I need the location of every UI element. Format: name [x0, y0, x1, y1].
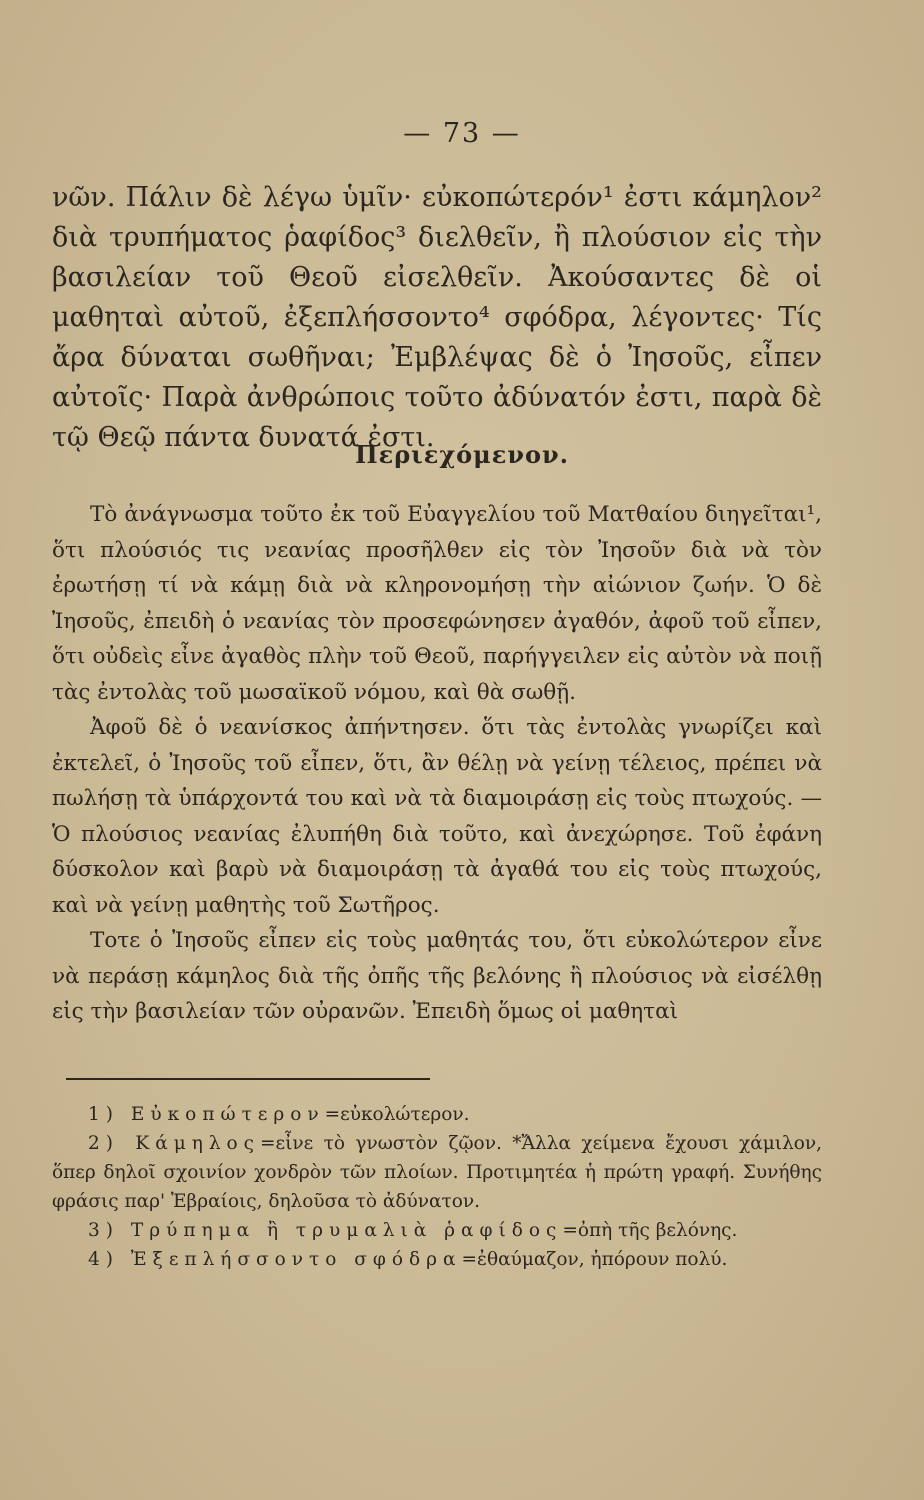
summary-text: [52, 497, 822, 1030]
footnote-1-term: 1) Εὐκοπώτερον: [88, 1104, 325, 1125]
footnote-3: [52, 1216, 822, 1245]
footnote-2: [52, 1129, 822, 1216]
summary-paragraph-2: Ἀφοῦ δὲ ὁ νεανίσκος ἀπήντησεν. ὅτι τὰς ἐντολὰς γνωρίζει καὶ ἐκτελεῖ, ὁ Ἰησοῦς τοῦ εἶπεν, ὅτι, ἂν θέλῃ νὰ γείνῃ τέλειος, πρέπει νὰ πωλήσῃ τὰ ὑπάρχοντά του καὶ νὰ τὰ διαμοιράσῃ εἰς τοὺς πτωχούς. — Ὁ πλούσιος νεανίας ἐλυπήθη διὰ τοῦτο, καὶ ἀνεχώρησε. Τοῦ ἐφάνη δύσκολον καὶ βαρὺ νὰ διαμοιράσῃ τὰ ἀγαθά του εἰς τοὺς πτωχούς, καὶ νὰ γείνῃ μαθητὴς τοῦ Σωτῆρος.: [52, 715, 822, 918]
footnote-1: [52, 1100, 822, 1129]
section-heading: Περιεχόμενον.: [354, 440, 570, 469]
footnotes: [52, 1100, 822, 1274]
footnote-4-term: 4) Ἐξεπλήσσοντο σφόδρα: [88, 1249, 462, 1270]
footnote-4-text: =ἐθαύμαζον, ἠπόρουν πολύ.: [461, 1249, 728, 1270]
summary-paragraph-3: Τοτε ὁ Ἰησοῦς εἶπεν εἰς τοὺς μαθητάς του, ὅτι εὐκολώτερον εἶνε νὰ περάσῃ κάμηλος διὰ τῆς ὀπῆς τῆς βελόνης ἢ πλούσιος νὰ εἰσέλθῃ εἰς τὴν βασιλείαν τῶν οὐρανῶν. Ἐπειδὴ ὅμως οἱ μαθηταὶ: [52, 928, 822, 1024]
footnote-divider: [66, 1078, 430, 1080]
gospel-text: [52, 178, 822, 458]
summary-paragraph-1: Τὸ ἀνάγνωσμα τοῦτο ἐκ τοῦ Εὐαγγελίου τοῦ Ματθαίου διηγεῖται¹, ὅτι πλούσιός τις νεανίας προσῆλθεν εἰς τὸν Ἰησοῦν διὰ νὰ τὸν ἐρωτήσῃ τί νὰ κάμῃ διὰ νὰ κληρονομήσῃ τὴν αἰώνιον ζωήν. Ὁ δὲ Ἰησοῦς, ἐπειδὴ ὁ νεανίας τὸν προσεφώνησεν ἀγαθόν, ἀφοῦ τοῦ εἶπεν, ὅτι οὐδεὶς εἶνε ἀγαθὸς πλὴν τοῦ Θεοῦ, παρήγγειλεν εἰς αὐτὸν νὰ ποιῇ τὰς ἐντολὰς τοῦ μωσαϊκοῦ νόμου, καὶ θὰ σωθῇ.: [52, 502, 822, 705]
footnote-2-text: =εἶνε τὸ γνωστὸν ζῷον. *Ἄλλα χείμενα ἔχουσι χάμιλον, ὅπερ δηλοῖ σχοινίον χονδρὸν τῶν πλοίων. Προτιμητέα ἡ πρώτη γραφή. Συνήθης φράσις παρ' Ἑβραίοις, δηλοῦσα τὸ ἀδύνατον.: [52, 1133, 822, 1212]
gospel-paragraph: νῶν. Πάλιν δὲ λέγω ὑμῖν· εὐκοπώτερόν¹ ἐστι κάμηλον² διὰ τρυπήματος ῥαφίδος³ διελθεῖν, ἢ πλούσιον εἰς τὴν βασιλείαν τοῦ Θεοῦ εἰσελθεῖν. Ἀκούσαντες δὲ οἱ μαθηταὶ αὐτοῦ, ἐξεπλήσσοντο⁴ σφόδρα, λέγοντες· Τίς ἄρα δύναται σωθῆναι; Ἐμβλέψας δὲ ὁ Ἰησοῦς, εἶπεν αὐτοῖς· Παρὰ ἀνθρώποις τοῦτο ἀδύνατόν ἐστι, παρὰ δὲ τῷ Θεῷ πάντα δυνατά ἐστι.: [52, 182, 822, 453]
footnote-3-term: 3) Τρύπημα ἢ τρυμαλιὰ ῥαφίδος: [88, 1220, 563, 1241]
footnote-4: [52, 1245, 822, 1274]
footnote-1-text: =εὐκολώτερον.: [324, 1104, 470, 1125]
footnote-3-text: =ὀπὴ τῆς βελόνης.: [562, 1220, 738, 1241]
footnote-2-term: 2) Κάμηλος: [88, 1133, 261, 1154]
page-number: — 73 —: [403, 118, 521, 149]
